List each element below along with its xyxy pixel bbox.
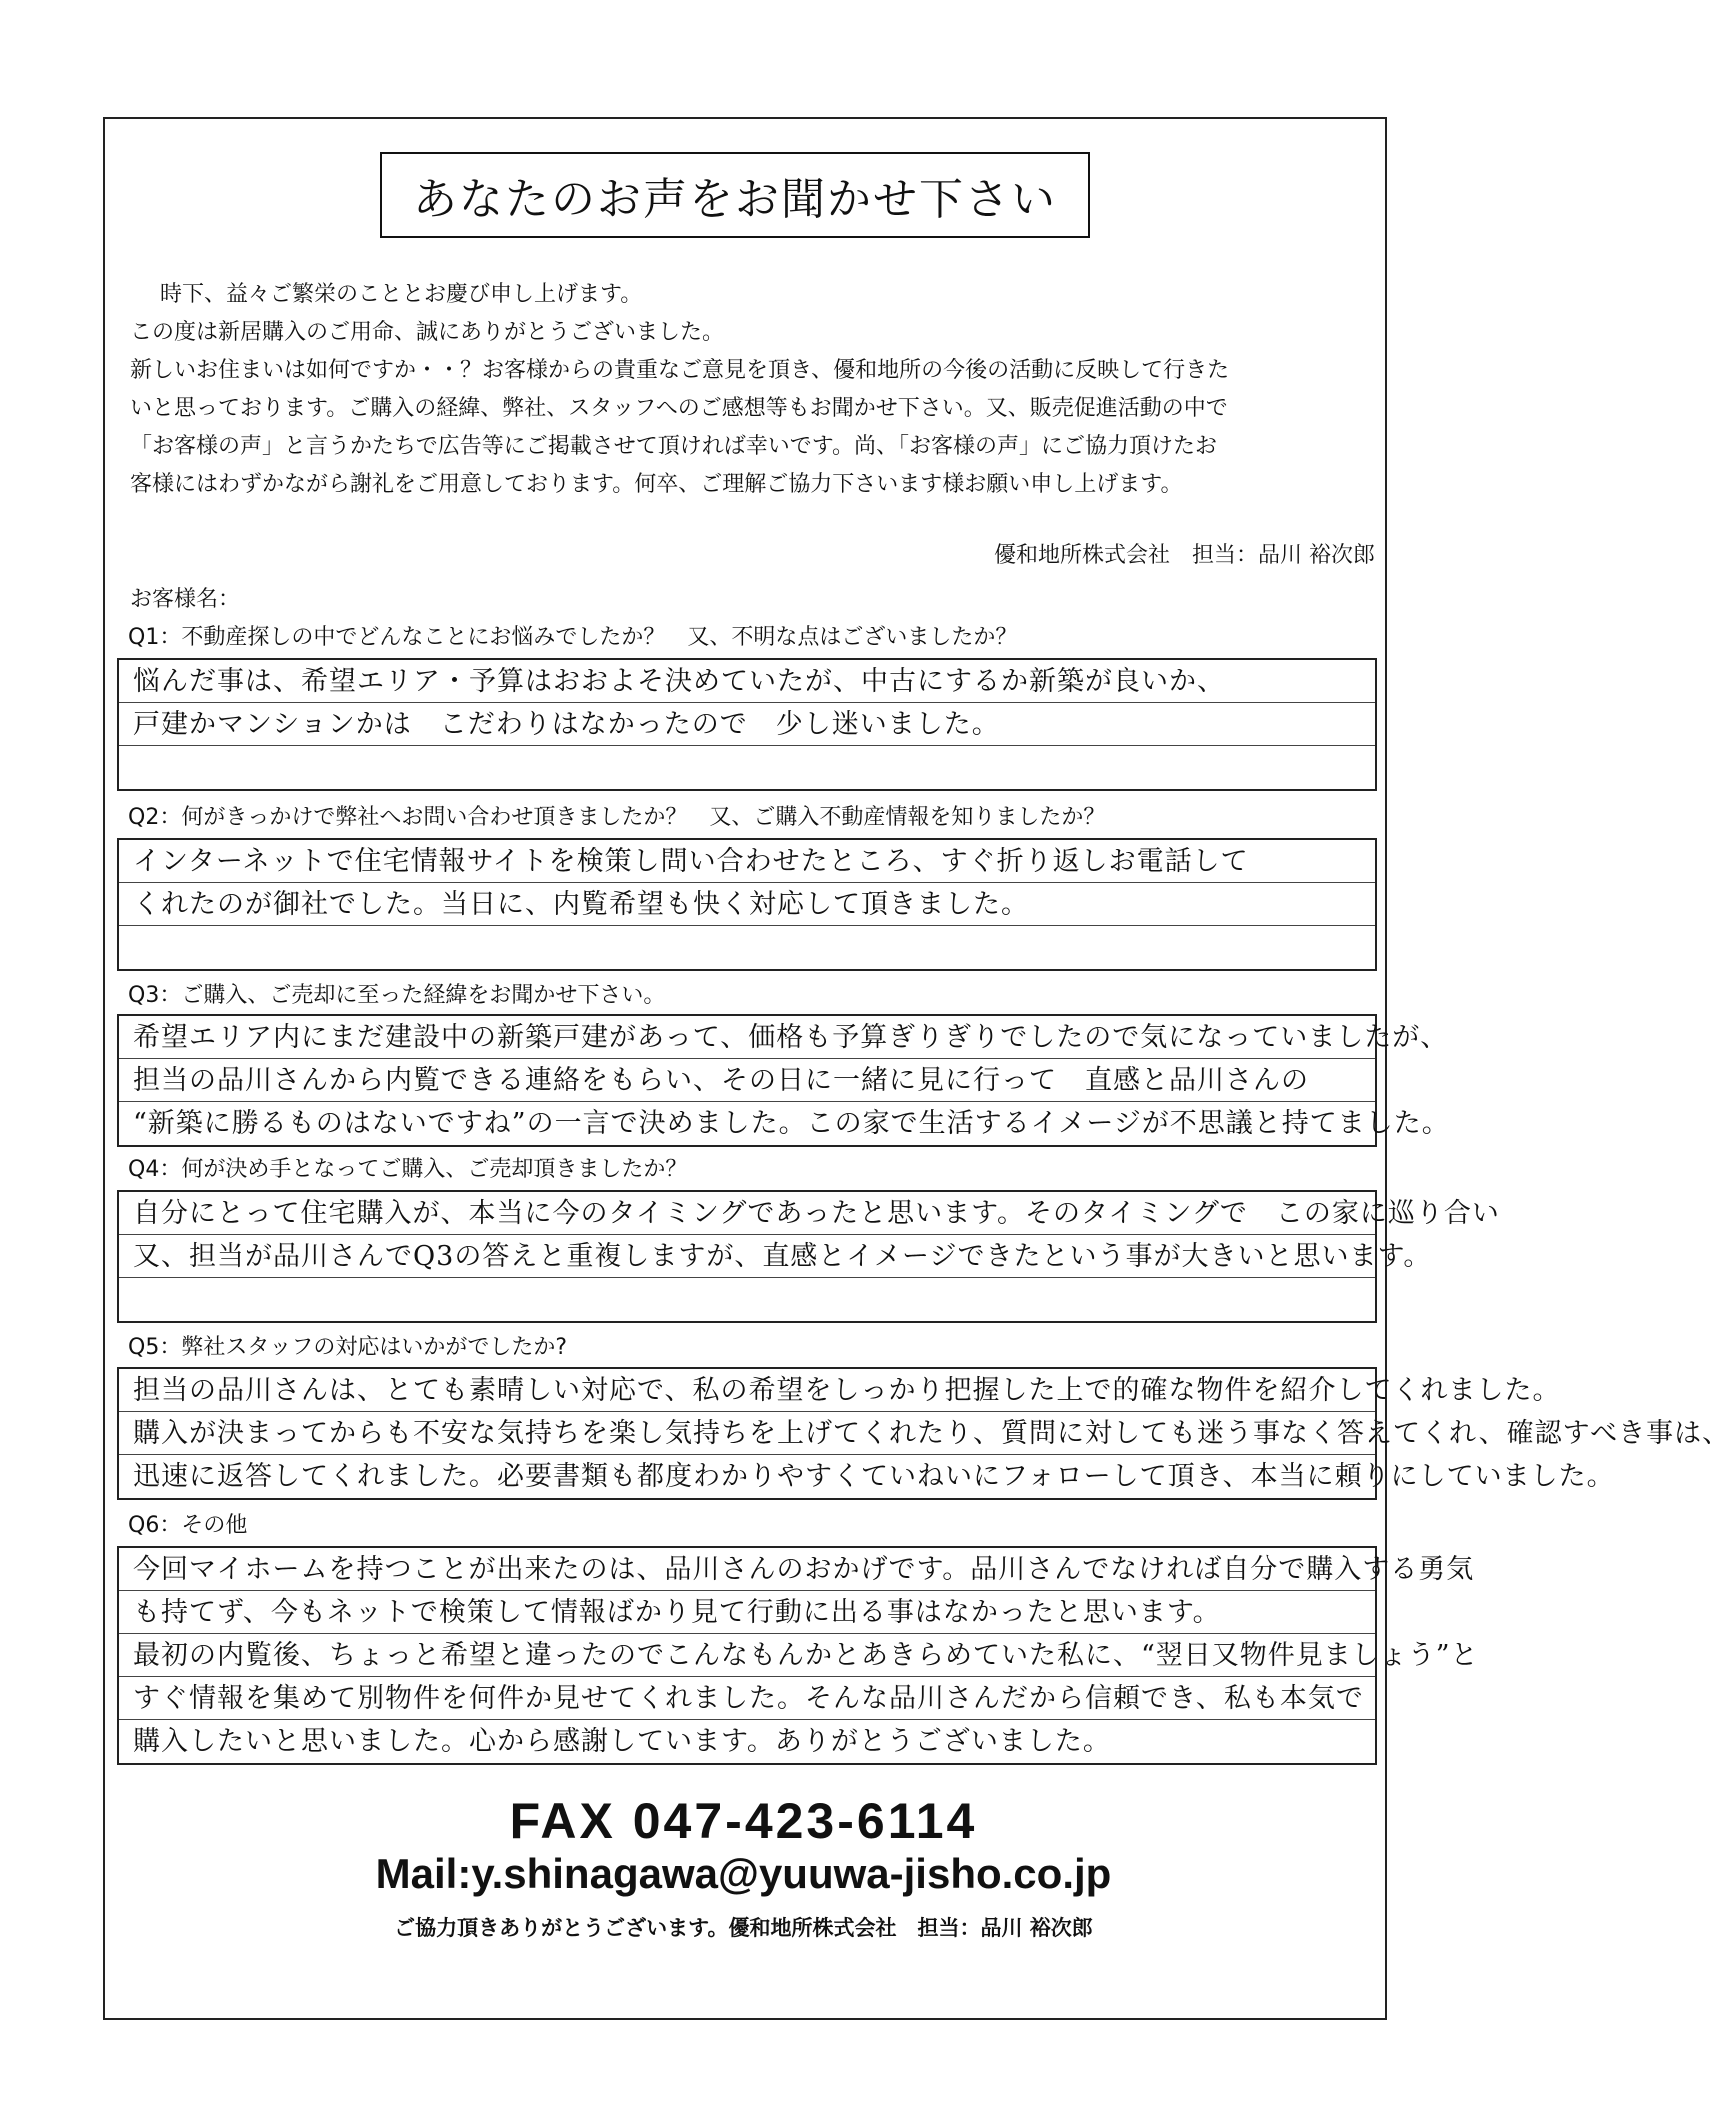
answer-box-5	[117, 1367, 1730, 1500]
answer-line: 今回マイホームを持つことが出来たのは、品川さんのおかげです。品川さんでなければ自分で購入する勇気	[119, 1548, 1375, 1591]
answer-line	[119, 1278, 1375, 1321]
page-title: あなたのお声をお聞かせ下さい	[413, 174, 1057, 225]
thanks-footer: ご協力頂きありがとうございます。優和地所株式会社 担当：品川 裕次郎	[394, 1916, 1093, 1940]
answer-line: 希望エリア内にまだ建設中の新築戸建があって、価格も予算ぎりぎりでしたので気になっていましたが、	[119, 1016, 1375, 1059]
answer-line: も持てず、今もネットで検策して情報ばかり見て行動に出る事はなかったと思います。	[119, 1591, 1375, 1634]
answer-line: 購入したいと思いました。心から感謝しています。ありがとうございました。	[133, 1726, 1111, 1757]
answer-box-1	[117, 658, 1377, 791]
answer-line: 担当の品川さんは、とても素晴しい対応で、私の希望をしっかり把握した上で的確な物件を紹介してくれました。	[119, 1369, 1375, 1412]
title-box	[380, 152, 1090, 238]
answer-box-3	[117, 1014, 1450, 1147]
answer-line: くれたのが御社でした。当日に、内覧希望も快く対応して頂きました。	[119, 883, 1375, 926]
question-2: Q2：何がきっかけで弊社へお問い合わせ頂きましたか？ 又、ご購入不動産情報を知りましたか？	[128, 805, 1106, 830]
intro-line: 新しいお住まいは如何ですか・・？お客様からの貴重なご意見を頂き、優和地所の今後の活動に反映して行きた	[130, 358, 1230, 383]
question-5: Q5：弊社スタッフの対応はいかがでしたか?	[128, 1335, 567, 1360]
answer-box-6	[117, 1546, 1479, 1765]
answer-line: インターネットで住宅情報サイトを検策し問い合わせたところ、すぐ折り返しお電話して	[119, 840, 1375, 883]
intro-line: 時下、益々ご繁栄のこととお慶び申し上げます。	[160, 282, 643, 307]
answer-line: 最初の内覧後、ちょっと希望と違ったのでこんなもんかとあきらめていた私に、“翌日又物件見ましょう”と	[119, 1634, 1375, 1677]
answer-line	[119, 746, 1375, 789]
customer-name-label: お客様名：	[130, 587, 241, 612]
company-signoff: 優和地所株式会社 担当：品川 裕次郎	[994, 543, 1375, 568]
answer-line: 担当の品川さんから内覧できる連絡をもらい、その日に一緒に見に行って 直感と品川さんの	[119, 1059, 1375, 1102]
intro-line: 「お客様の声」と言うかたちで広告等にご掲載させて頂ければ幸いです。尚、「お客様の声」にご協力頂けたお	[130, 434, 1218, 459]
question-4: Q4：何が決め手となってご購入、ご売却頂きましたか？	[128, 1157, 688, 1182]
intro-line: 客様にはわずかながら謝礼をご用意しております。何卒、ご理解ご協力下さいます様お願い申し上げます。	[130, 472, 1183, 497]
answer-line: 自分にとって住宅購入が、本当に今のタイミングであったと思います。そのタイミングで この家に巡り合い	[119, 1192, 1375, 1235]
answer-box-4	[117, 1190, 1500, 1323]
question-3: Q3：ご購入、ご売却に至った経緯をお聞かせ下さい。	[128, 983, 666, 1008]
question-6: Q6：その他	[128, 1513, 248, 1538]
intro-line: いと思っております。ご購入の経緯、弊社、スタッフへのご感想等もお聞かせ下さい。又、販売促進活動の中で	[130, 396, 1228, 421]
fax-number: FAX 047-423-6114	[509, 1793, 978, 1849]
answer-line: すぐ情報を集めて別物件を何件か見せてくれました。そんな品川さんだから信頼でき、私も本気で	[119, 1677, 1375, 1720]
answer-line: 又、担当が品川さんでQ3の答えと重複しますが、直感とイメージできたという事が大きいと思います。	[119, 1235, 1375, 1278]
intro-text	[130, 276, 1370, 504]
answer-box-2	[117, 838, 1377, 971]
question-1: Q1：不動産探しの中でどんなことにお悩みでしたか？ 又、不明な点はございましたか？	[128, 625, 1018, 650]
answer-line: “新築に勝るものはないですね”の一言で決めました。この家で生活するイメージが不思議と持てました。	[133, 1108, 1450, 1139]
intro-line: この度は新居購入のご用命、誠にありがとうございました。	[130, 320, 725, 345]
answer-line: 迅速に返答してくれました。必要書類も都度わかりやすくていねいにフォローして頂き、本当に頼りにしていました。	[133, 1461, 1615, 1492]
email-address: Mail:y.shinagawa@yuuwa-jisho.co.jp	[375, 1850, 1112, 1897]
answer-line: 戸建かマンションかは こだわりはなかったので 少し迷いました。	[119, 703, 1375, 746]
answer-line	[119, 926, 1375, 969]
answer-line: 購入が決まってからも不安な気持ちを楽し気持ちを上げてくれたり、質問に対しても迷う事なく答えてくれ、確認すべき事は、	[119, 1412, 1375, 1455]
answer-line: 悩んだ事は、希望エリア・予算はおおよそ決めていたが、中古にするか新築が良いか、	[119, 660, 1375, 703]
